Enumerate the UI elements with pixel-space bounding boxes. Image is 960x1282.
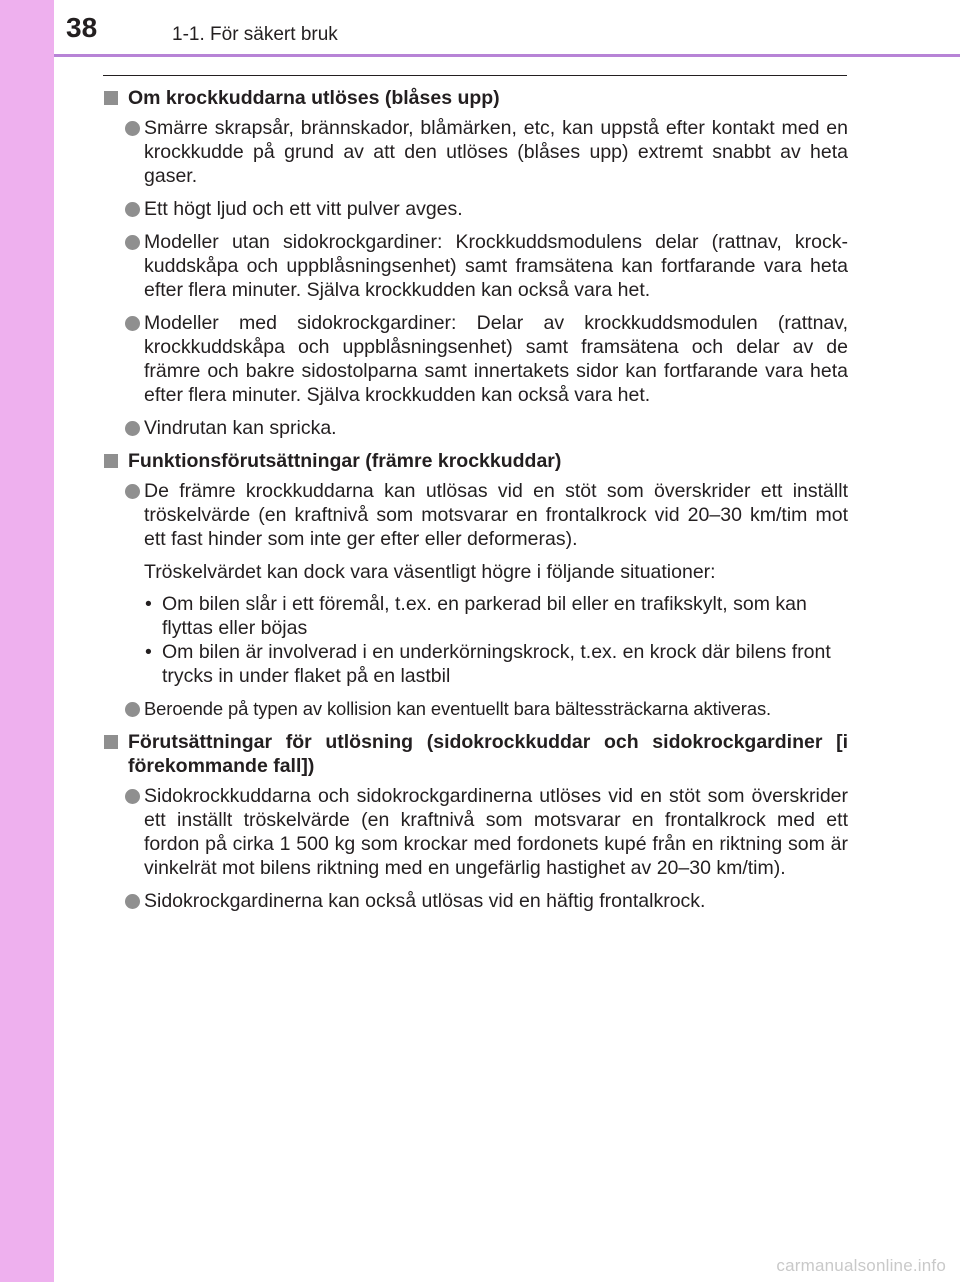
section-heading-text: Om krockkuddarna utlöses (blåses upp) <box>128 87 500 109</box>
list-item-text: Smärre skrapsår, brännskador, blåmärken, etc, kan uppstå efter kontakt med en krockkudde på grund av att den utlöses (blåses upp) extremt snabbt av heta gaser. <box>144 117 848 187</box>
list-item <box>104 479 848 551</box>
section-heading <box>104 449 848 473</box>
sub-list <box>104 592 848 688</box>
round-bullet-icon <box>125 121 140 136</box>
sub-list-item <box>104 592 852 640</box>
round-bullet-icon <box>125 316 140 331</box>
list-item <box>104 416 848 440</box>
square-bullet-icon <box>104 735 118 749</box>
round-bullet-icon <box>125 421 140 436</box>
round-bullet-icon <box>125 484 140 499</box>
list-item-text: Ett högt ljud och ett vitt pulver avges. <box>144 198 463 220</box>
header-divider <box>54 54 960 57</box>
sub-list-item-text: Om bilen är involverad i en underkörningskrock, t.ex. en krock där bilens front trycks in under flaket på en lastbil <box>162 641 831 687</box>
watermark-logo: carmanualsonline.info <box>776 1256 946 1275</box>
list-item <box>104 697 848 721</box>
list-item-text: De främre krockkuddarna kan utlösas vid en stöt som överskrider ett inställt tröskelvärde (en kraftnivå som motsvarar en frontalkrock vid 20–30 km/tim mot ett fast hinder som inte ger efter eller deformeras). <box>144 480 848 550</box>
dot-bullet: • <box>145 641 152 663</box>
round-bullet-icon <box>125 702 140 717</box>
list-item <box>104 311 848 407</box>
list-item-text: Modeller utan sidokrockgardiner: Krockkuddsmodulens delar (rattnav, krockkuddskåpa och uppblåsningsenhet) samt framsätena kan fortfarande vara heta efter flera minuter. Själva krockkudden kan också vara het. <box>144 231 848 301</box>
paragraph: Tröskelvärdet kan dock vara väsentligt högre i följande situationer: <box>144 561 716 583</box>
round-bullet-icon <box>125 235 140 250</box>
list-item-text: Sidokrockgardinerna kan också utlösas vid en häftig frontalkrock. <box>144 890 706 912</box>
dot-bullet: • <box>145 593 152 615</box>
list-item <box>104 230 848 302</box>
page-content <box>104 86 848 922</box>
list-item <box>104 197 848 221</box>
sub-list-item-text: Om bilen slår i ett föremål, t.ex. en parkerad bil eller en trafikskylt, som kan flyttas eller böjas <box>162 593 807 639</box>
list-item-text: Beroende på typen av kollision kan eventuellt bara bältessträckarna aktiveras. <box>144 698 772 719</box>
section-heading <box>104 730 848 778</box>
square-bullet-icon <box>104 91 118 105</box>
page-number: 38 <box>66 12 98 43</box>
content-divider <box>103 75 847 76</box>
page-header <box>0 0 960 56</box>
list-item <box>104 784 848 880</box>
section-heading <box>104 86 848 110</box>
round-bullet-icon <box>125 789 140 804</box>
square-bullet-icon <box>104 454 118 468</box>
section-heading-text: Funktionsförutsättningar (främre krockkuddar) <box>128 450 562 472</box>
list-item <box>104 116 848 188</box>
chapter-title: 1-1. För säkert bruk <box>172 24 338 45</box>
list-item-text: Vindrutan kan spricka. <box>144 417 337 439</box>
side-color-strip <box>0 0 54 1282</box>
round-bullet-icon <box>125 894 140 909</box>
round-bullet-icon <box>125 202 140 217</box>
list-item-text: Modeller med sidokrockgardiner: Delar av krockkuddsmodulen (rattnav, krockkuddskåpa och uppblåsningsenhet) samt framsätena och delar av de främre och bakre sidostolparna samt innertakets sidor kan fortfarande vara heta efter flera minuter. Själva krockkudden kan också vara het. <box>144 312 848 406</box>
list-item-text: Sidokrockkuddarna och sidokrockgardinerna utlöses vid en stöt som överskrider ett inställt tröskelvärde (en kraftnivå som motsvarar en frontalkrock med ett fordon på cirka 1 500 kg som krockar med fordonets kupé från en riktning som är vinkelrät mot bilens riktning med en ungefärlig hastighet av 20–30 km/tim). <box>144 785 848 879</box>
list-item <box>104 889 848 913</box>
sub-list-item <box>104 640 852 688</box>
section-heading-text: Förutsättningar för utlösning (sidokrockkuddar och sidokrockgardiner [i förekommande fall]) <box>128 731 848 777</box>
